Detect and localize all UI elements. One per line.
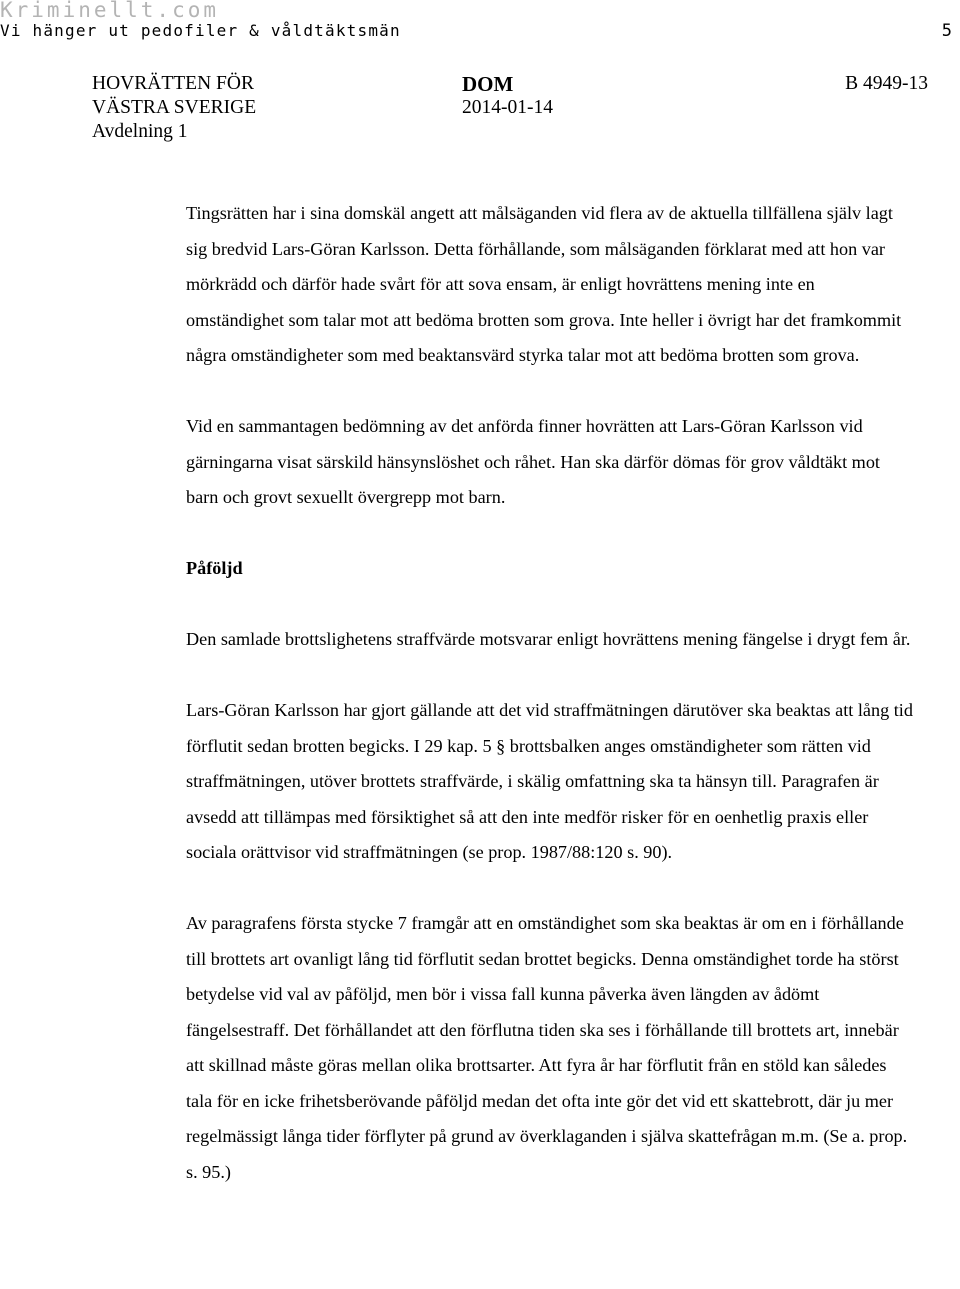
- document-type-block: [462, 72, 553, 120]
- page-number: 5: [941, 21, 952, 41]
- paragraph: Lars-Göran Karlsson har gjort gällande att det vid straffmätningen därutöver ska beaktas att lång tid förflutit sedan brotten begicks. I 29 kap. 5 § brottsbalken anges omständigheter som rätten vid straffmätningen, utöver brottets straffvärde, i skälig omfattning ska ta hänsyn till. Paragrafen är avsedd att tillämpas med försiktighet så att den inte medför risker för en oenhetlig praxis eller sociala orättvisor vid straffmätningen (se prop. 1987/88:120 s. 90).: [186, 700, 913, 862]
- document-body: [186, 196, 916, 1226]
- court-division: Avdelning 1: [92, 121, 188, 142]
- court-name-line1: HOVRÄTTEN FÖR: [92, 73, 254, 94]
- paragraph: Vid en sammantagen bedömning av det anförda finner hovrätten att Lars-Göran Karlsson vid gärningarna visat särskild hänsynslöshet och råhet. Han ska därför dömas för grov våldtäkt mot barn och grovt sexuellt övergrepp mot barn.: [186, 416, 880, 507]
- site-brand: Kriminellt.com: [0, 0, 220, 22]
- section-heading: Påföljd: [186, 558, 243, 578]
- paragraph: Den samlade brottslighetens straffvärde motsvarar enligt hovrättens mening fängelse i drygt fem år.: [186, 629, 911, 649]
- court-name-line2: VÄSTRA SVERIGE: [92, 97, 257, 118]
- court-name: [92, 72, 256, 144]
- document-type: DOM: [462, 72, 514, 96]
- case-number: B 4949-13: [845, 73, 928, 94]
- site-tagline: Vi hänger ut pedofiler & våldtäktsmän: [0, 21, 401, 40]
- document-date: 2014-01-14: [462, 97, 553, 118]
- paragraph: Av paragrafens första stycke 7 framgår att en omständighet som ska beaktas är om en i förhållande till brottets art ovanligt lång tid förflutit sedan brottet begicks. Denna omständighet torde ha störst betydelse vid val av påföljd, men bör i vissa fall kunna påverka även längden av ådömt fängelsestraff. Det förhållandet att den förflutna tiden ska ses i förhållande till brottets art, innebär att skillnad måste göras mellan olika brottsarter. Att fyra år har förflutit från en stöld kan således tala för en icke frihetsberövande påföljd medan det ofta inte gör det vid ett skattebrott, där ju mer regelmässigt långa tider förflyter på grund av överklaganden i själva skattefrågan m.m. (Se a. prop. s. 95.): [186, 913, 908, 1182]
- paragraph: Tingsrätten har i sina domskäl angett att målsäganden vid flera av de aktuella tillfällena själv lagt sig bredvid Lars-Göran Karlsson. Detta förhållande, som målsäganden förklarat med att hon var mörkrädd och därför hade svårt för att sova ensam, är enligt hovrättens mening inte en omständighet som talar mot att bedöma brotten som grova. Inte heller i övrigt har det framkommit några omständigheter som med beaktansvärd styrka talar mot att bedöma brotten som grova.: [186, 203, 902, 365]
